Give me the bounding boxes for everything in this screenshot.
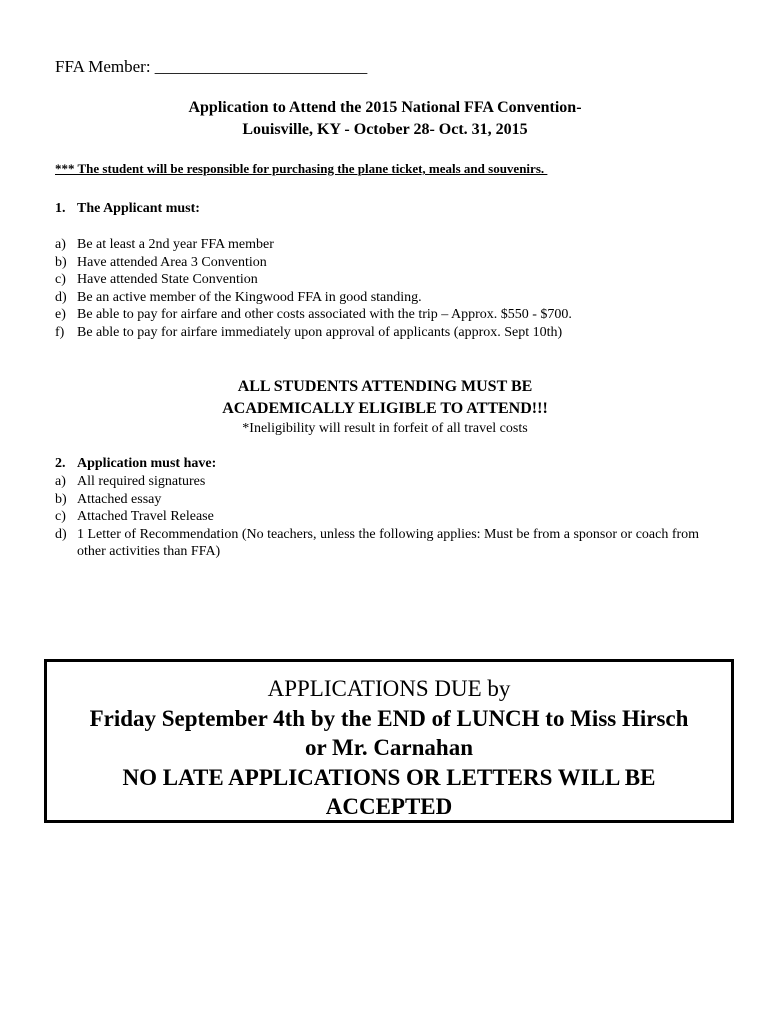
list-item	[55, 289, 572, 307]
list-item	[55, 473, 725, 491]
list-item	[55, 491, 725, 509]
ffa-member-field: FFA Member: _________________________	[55, 57, 368, 76]
list-item	[55, 271, 572, 289]
due-box-line5: ACCEPTED	[325, 794, 453, 819]
list-item	[55, 526, 725, 561]
list-item	[55, 306, 572, 324]
list-marker: a)	[55, 474, 66, 489]
list-item-text: Be at least a 2nd year FFA member	[77, 237, 274, 252]
list-marker: d)	[55, 526, 67, 542]
section-2-heading	[55, 456, 216, 472]
list-item-text: Be an active member of the Kingwood FFA in good standing.	[77, 289, 422, 305]
list-item-text: Attached Travel Release	[77, 509, 214, 525]
list-marker: c)	[55, 272, 66, 288]
eligibility-heading-line1: ALL STUDENTS ATTENDING MUST BE	[237, 378, 533, 395]
list-item	[55, 324, 572, 342]
list-marker: b)	[55, 491, 67, 507]
list-item	[55, 508, 725, 526]
list-item-text: All required signatures	[77, 474, 206, 489]
list-marker: a)	[55, 237, 66, 252]
list-marker: e)	[55, 307, 66, 323]
list-item-text: 1 Letter of Recommendation (No teachers, unless the following applies: Must be from a sponsor or coach from other activities than FFA)	[77, 526, 700, 560]
due-box-line4: NO LATE APPLICATIONS OR LETTERS WILL BE	[122, 764, 656, 790]
list-item	[55, 236, 572, 254]
application-contents-list	[55, 473, 725, 561]
applications-due-box	[44, 659, 734, 823]
section-1-number: 1.	[55, 201, 66, 216]
applicant-requirements-list	[55, 236, 572, 342]
list-marker: f)	[55, 324, 65, 340]
list-item-text: Be able to pay for airfare immediately upon approval of applicants (approx. Sept 10th)	[77, 324, 563, 340]
due-box-line2: Friday September 4th by the END of LUNCH to Miss Hirsch	[89, 705, 689, 731]
responsibility-notice: *** The student will be responsible for purchasing the plane ticket, meals and souvenirs.	[55, 161, 548, 176]
eligibility-heading-line2: ACADEMICALLY ELIGIBLE TO ATTEND!!!	[222, 400, 548, 417]
list-item-text: Attached essay	[77, 491, 162, 507]
list-item-text: Be able to pay for airfare and other costs associated with the trip – Approx. $550 - $700.	[77, 307, 572, 323]
eligibility-note: *Ineligibility will result in forfeit of all travel costs	[242, 421, 528, 436]
list-item	[55, 254, 572, 272]
due-box-line1: APPLICATIONS DUE by	[267, 676, 511, 701]
document-title-line2: Louisville, KY - October 28- Oct. 31, 2015	[242, 121, 528, 138]
section-2-heading-text: Application must have:	[77, 456, 217, 471]
list-marker: c)	[55, 509, 66, 525]
section-2-number: 2.	[55, 456, 66, 471]
list-marker: b)	[55, 254, 67, 270]
list-item-text: Have attended State Convention	[77, 272, 258, 288]
section-1-heading-text: The Applicant must:	[77, 201, 200, 216]
list-item-text: Have attended Area 3 Convention	[77, 254, 267, 270]
document-title-line1: Application to Attend the 2015 National FFA Convention-	[188, 99, 582, 116]
section-1-heading	[55, 201, 200, 217]
list-marker: d)	[55, 289, 67, 305]
due-box-line3: or Mr. Carnahan	[304, 735, 474, 760]
